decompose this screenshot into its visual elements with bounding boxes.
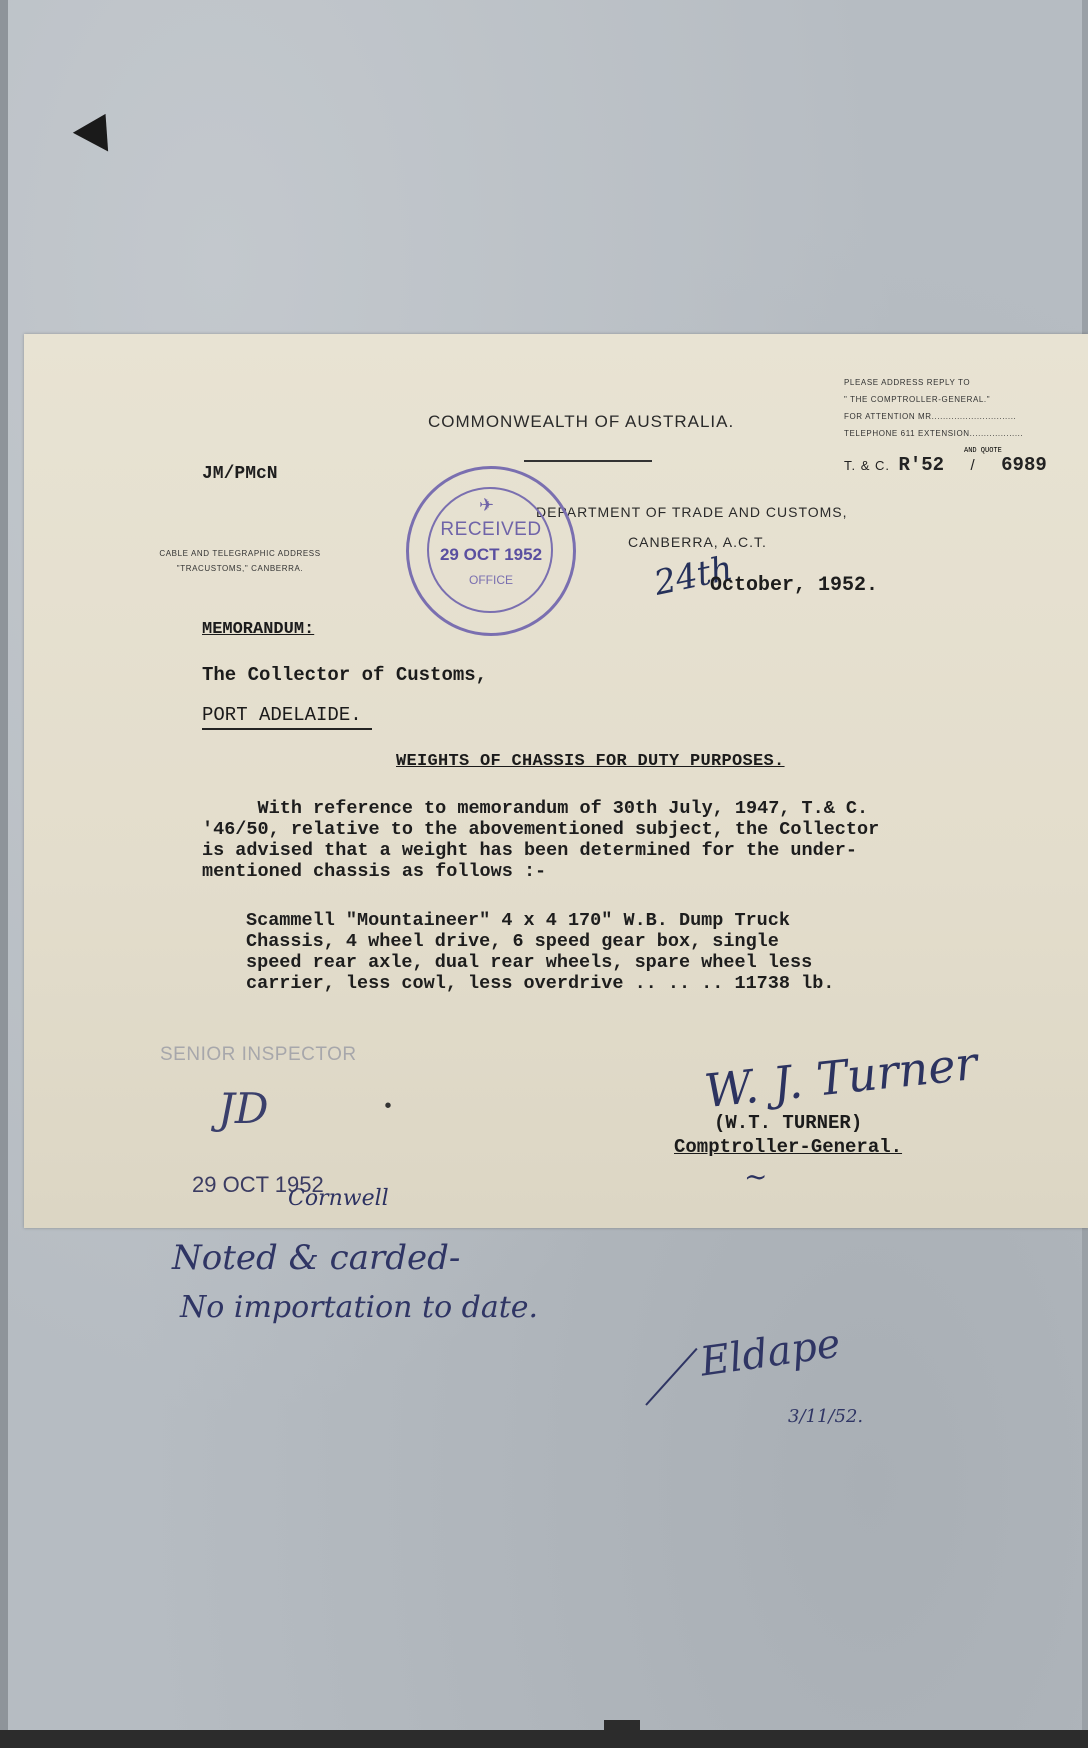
received-initials-signature: Cornwell	[288, 1186, 389, 1211]
heading-rule	[524, 460, 652, 462]
file-reference	[844, 454, 1047, 476]
note-date: 3/11/52.	[788, 1406, 864, 1427]
location-underline	[202, 728, 372, 730]
memorandum-sheet	[24, 334, 1088, 1228]
pin-mark	[73, 104, 123, 151]
turner-signature: W. J. Turner	[701, 1035, 980, 1119]
inspector-initials-signature: JD	[218, 1084, 269, 1133]
stamp-date: 29 OCT 1952	[439, 545, 543, 564]
body-line: is advised that a weight has been determined for the under-	[202, 840, 858, 861]
ref-series: R'52	[898, 454, 945, 476]
note-pen-stroke	[645, 1348, 697, 1406]
chassis-line: carrier, less cowl, less overdrive .. .. .. 11738 lb.	[246, 973, 835, 994]
handwritten-note-line2: No importation to date.	[180, 1290, 539, 1325]
handwritten-note-line1: Noted & carded-	[172, 1238, 461, 1278]
plane-icon: ✈	[479, 495, 495, 516]
note-signature: Eldape	[697, 1320, 844, 1386]
department-city: CANBERRA, A.C.T.	[628, 534, 767, 550]
board-bottom-edge	[0, 1730, 1088, 1748]
body-paragraph	[202, 798, 1062, 882]
subject-heading: WEIGHTS OF CHASSIS FOR DUTY PURPOSES.	[396, 752, 785, 771]
board-notch	[604, 1720, 640, 1730]
reply-line: PLEASE ADDRESS REPLY TO	[844, 378, 971, 387]
ref-number: 6989	[1001, 454, 1047, 476]
and-quote-label: AND QUOTE	[964, 447, 1002, 455]
addressee-location: PORT ADELAIDE.	[202, 704, 362, 726]
handwritten-day: 24th	[650, 548, 737, 604]
addressee: The Collector of Customs,	[202, 664, 488, 686]
chassis-description	[246, 910, 1046, 994]
memorandum-label: MEMORANDUM:	[202, 620, 315, 639]
body-line: mentioned chassis as follows :-	[202, 861, 547, 882]
reply-line: FOR ATTENTION MR..............................	[844, 412, 1017, 421]
reference-initials: JM/PMcN	[202, 464, 278, 484]
chassis-line: Chassis, 4 wheel drive, 6 speed gear box, single	[246, 931, 779, 952]
cable-label: CABLE AND TELEGRAPHIC ADDRESS	[159, 549, 321, 558]
body-line: With reference to memorandum of 30th July, 1947, T.& C.	[202, 798, 869, 819]
ref-prefix: T. & C.	[844, 458, 891, 473]
cable-address: "TRACUSTOMS," CANBERRA.	[176, 564, 304, 573]
country-heading: COMMONWEALTH OF AUSTRALIA.	[428, 412, 735, 431]
received-date-stamp: 29 OCT 1952	[192, 1172, 324, 1197]
typed-date: October, 1952.	[710, 574, 879, 597]
chassis-line: Scammell "Mountaineer" 4 x 4 170" W.B. Dump Truck	[246, 910, 790, 931]
signatory-name: (W.T. TURNER)	[714, 1112, 863, 1134]
signatory-title: Comptroller-General.	[674, 1136, 903, 1158]
ref-separator: /	[970, 457, 975, 474]
received-stamp	[406, 466, 576, 636]
reply-line: TELEPHONE 611 EXTENSION...................	[844, 429, 1024, 438]
ink-dot: •	[382, 1096, 395, 1119]
senior-inspector-stamp: SENIOR INSPECTOR	[160, 1044, 357, 1065]
reply-line: " THE COMPTROLLER-GENERAL."	[844, 395, 991, 404]
chassis-line: speed rear axle, dual rear wheels, spare wheel less	[246, 952, 813, 973]
body-line: '46/50, relative to the abovementioned subject, the Collector	[202, 819, 880, 840]
signature-flourish: ~	[744, 1160, 768, 1193]
reply-instructions	[844, 374, 1084, 442]
stamp-label: RECEIVED	[440, 519, 542, 540]
stamp-office: OFFICE	[469, 573, 513, 587]
board-edge	[0, 0, 8, 1748]
department-name: DEPARTMENT OF TRADE AND CUSTOMS,	[536, 504, 848, 520]
cable-address-block	[120, 546, 360, 576]
